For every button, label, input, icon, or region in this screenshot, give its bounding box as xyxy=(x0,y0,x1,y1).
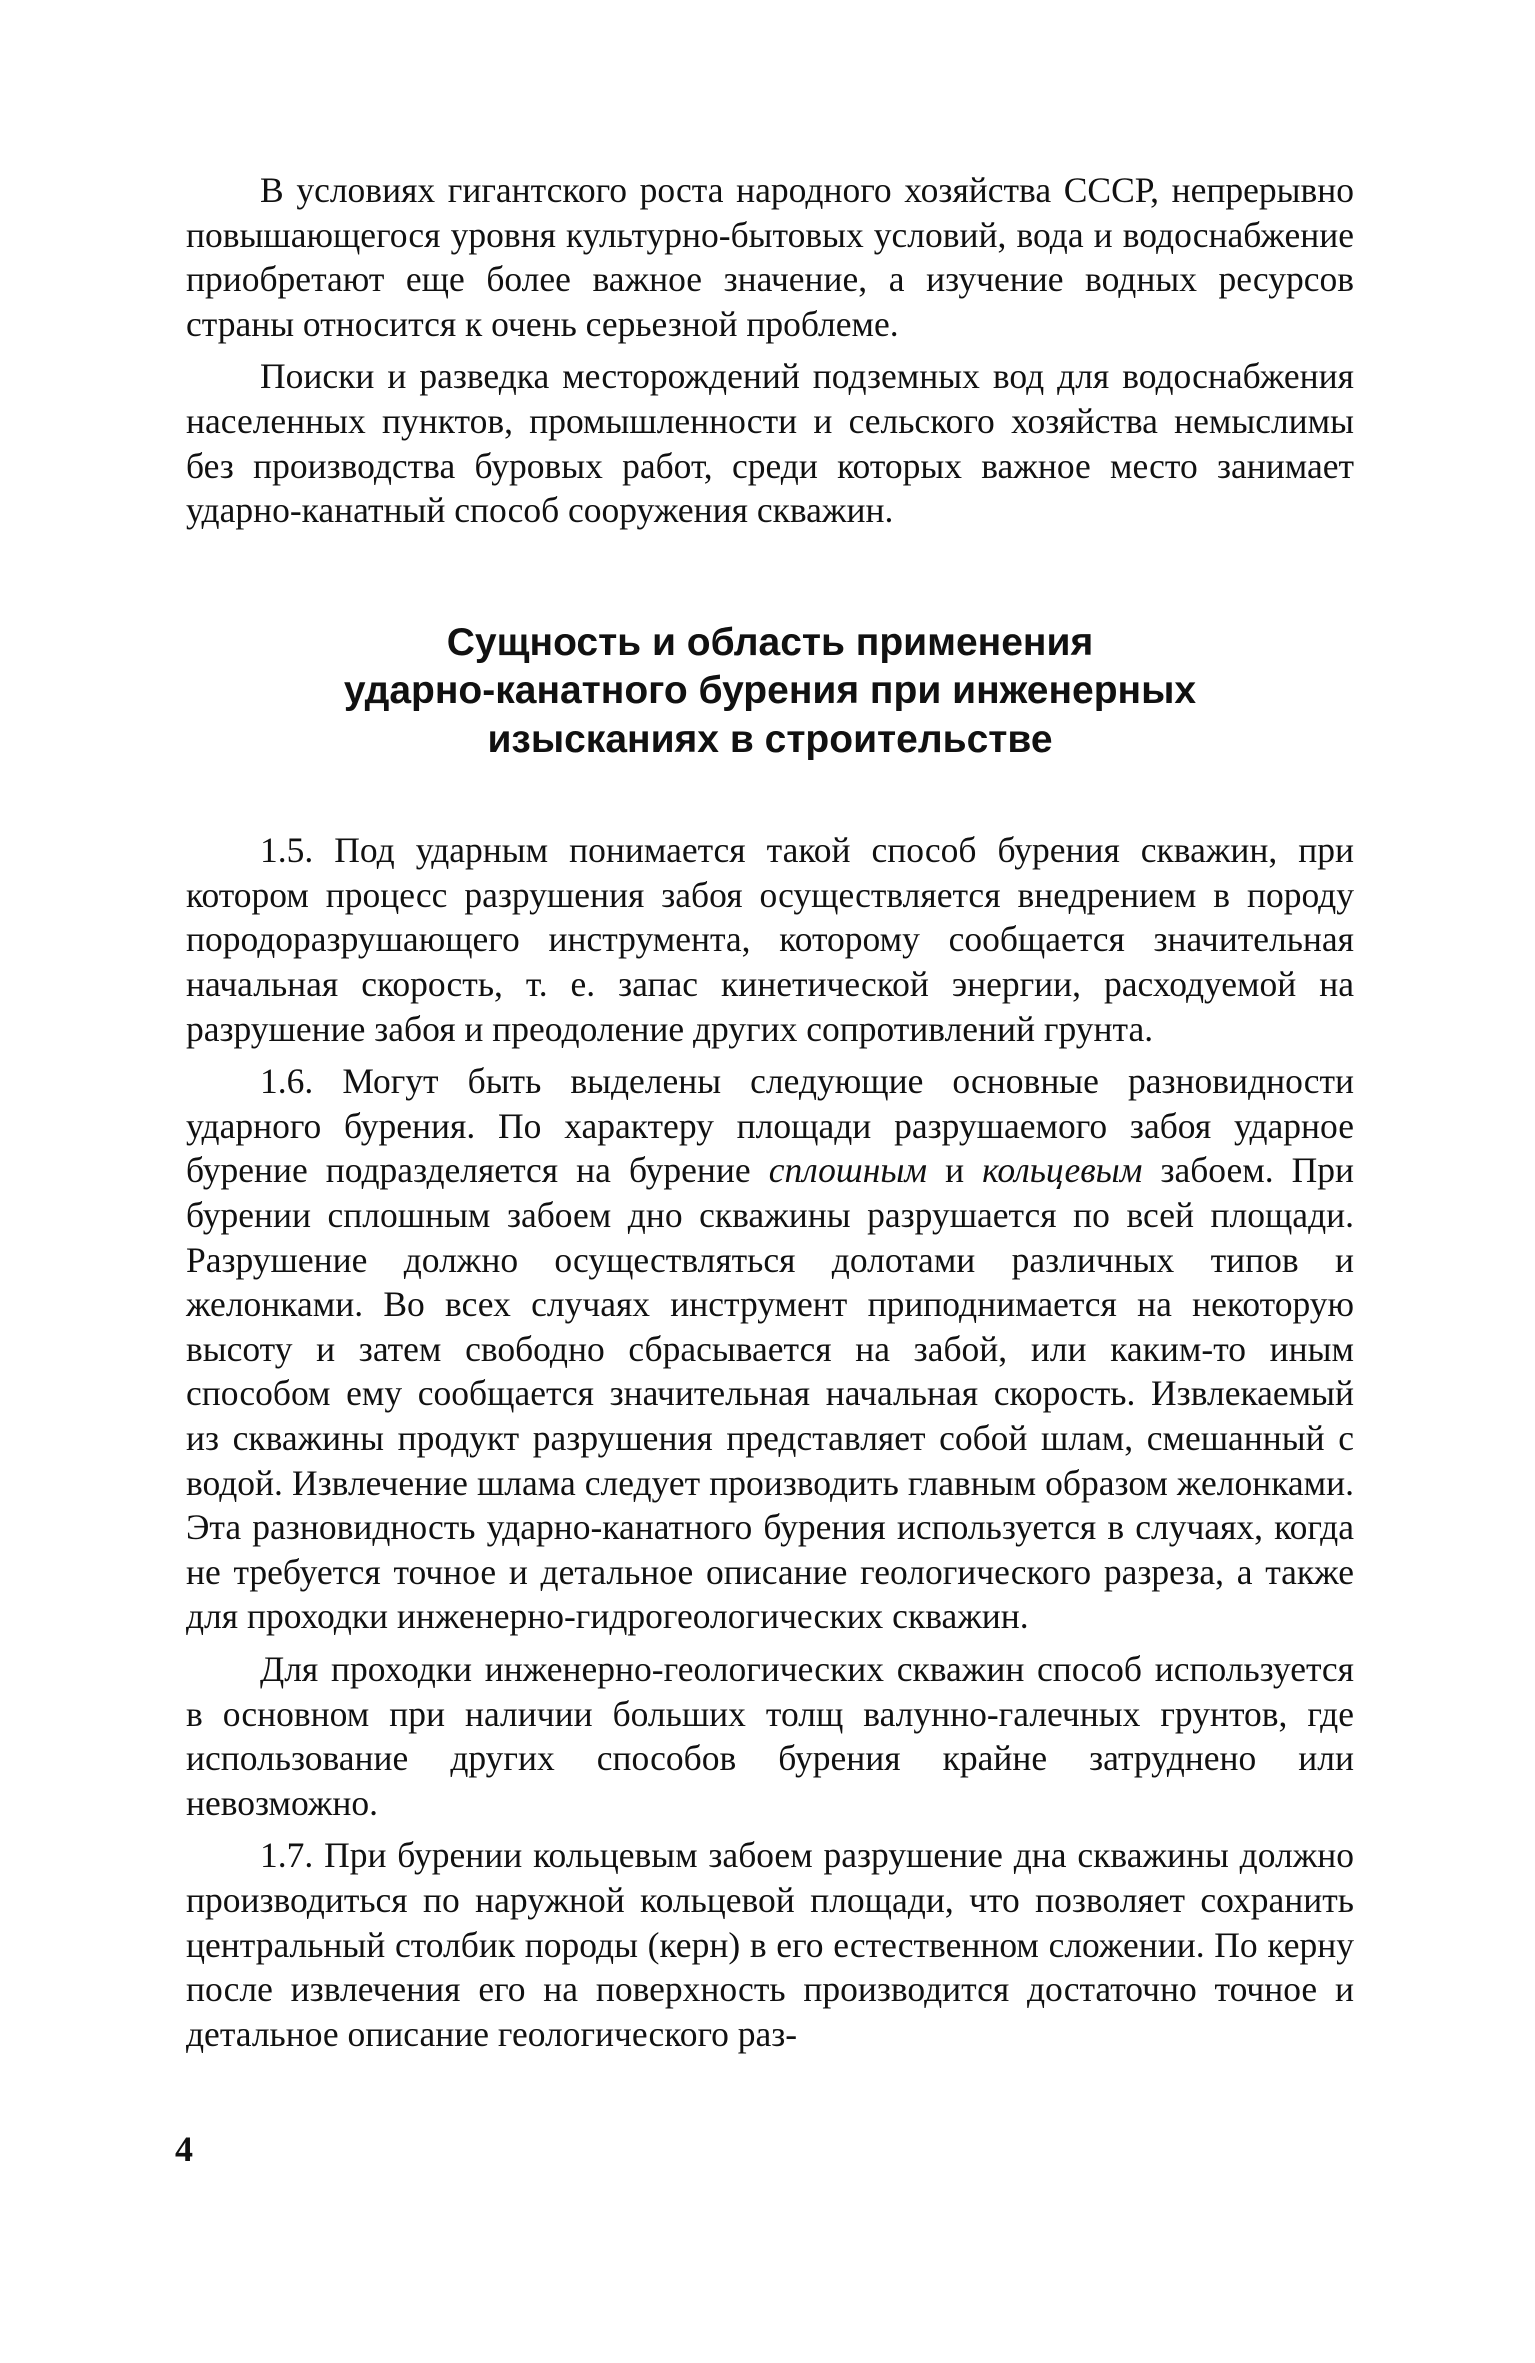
intro-paragraph-1: В условиях гигантского роста народного хозяйства СССР, непрерывно повышающегося уровня культурно-бытовых условий, вода и водоснабжение приобретают еще более важное значение, а изучение водных ресурсов страны относится к очень серьезной проблеме. xyxy=(186,170,1354,344)
page-body xyxy=(186,168,1354,2056)
intro-paragraph-2: Поиски и разведка месторождений подземных вод для водоснабжения населенных пунктов, промышленности и сельского хозяйства немыслимы без производства буровых работ, среди которых важное место занимает ударно-канатный способ сооружения скважин. xyxy=(186,356,1354,531)
page-number: 4 xyxy=(175,2129,193,2169)
paragraph-1-6 xyxy=(186,1059,1354,1639)
heading-line-2: ударно-канатного бурения при инженерных xyxy=(343,669,1197,713)
term-annular-face: кольцевым xyxy=(982,1150,1143,1191)
term-solid-face: сплошным xyxy=(768,1150,928,1191)
paragraph-1-6-text-c: забоем. При бурении сплошным забоем дно скважины разрушается по всей площади. Разрушение должно осуществляться долотами различных типов и желонками. Во всех случаях инструмент приподнимается на некоторую высоту и затем свободно сбрасывается на забой, или каким-то иным способом ему сообщается значительная начальная скорость. Извлекаемый из скважины продукт разрушения представляет собой шлам, смешанный с водой. Извлечение шлама следует производить главным образом желонками. Эта разновидность ударно-канатного бурения используется в случаях, когда не требуется точное и детальное описание геологического разреза, а также для проходки инженерно-гидрогеологических скважин. xyxy=(186,1150,1354,1637)
paragraph-1-5: 1.5. Под ударным понимается такой способ бурения скважин, при котором процесс разрушения забоя осуществляется внедрением в породу породоразрушающего инструмента, которому сообщается значительная начальная скорость, т. е. запас кинетической энергии, расходуемой на разрушение забоя и преодоление других сопротивлений грунта. xyxy=(186,830,1354,1049)
paragraph-1-6-text-b: и xyxy=(927,1150,983,1191)
paragraph-1-7: 1.7. При бурении кольцевым забоем разрушение дна скважины должно производиться по наружной кольцевой площади, что позволяет сохранить центральный столбик породы (керн) в его естественном сложении. По керну после извлечения его на поверхность производится достаточно точное и детальное описание геологического раз- xyxy=(186,1835,1354,2054)
paragraph-engineering-geological: Для проходки инженерно-геологических скважин способ используется в основном при наличии больших толщ валунно-галечных грунтов, где использование других способов бурения крайне затруднено или невозможно. xyxy=(186,1648,1354,1823)
heading-line-3: изысканиях в строительстве xyxy=(487,717,1053,761)
paragraph-1-6-text-a: 1.6. Могут быть выделены следующие основные разновидности ударного бурения. По характеру площади разрушаемого забоя ударное бурение подразделяется на бурение xyxy=(186,1061,1354,1191)
section-heading xyxy=(186,619,1354,765)
heading-line-1: Сущность и область применения xyxy=(446,620,1094,664)
